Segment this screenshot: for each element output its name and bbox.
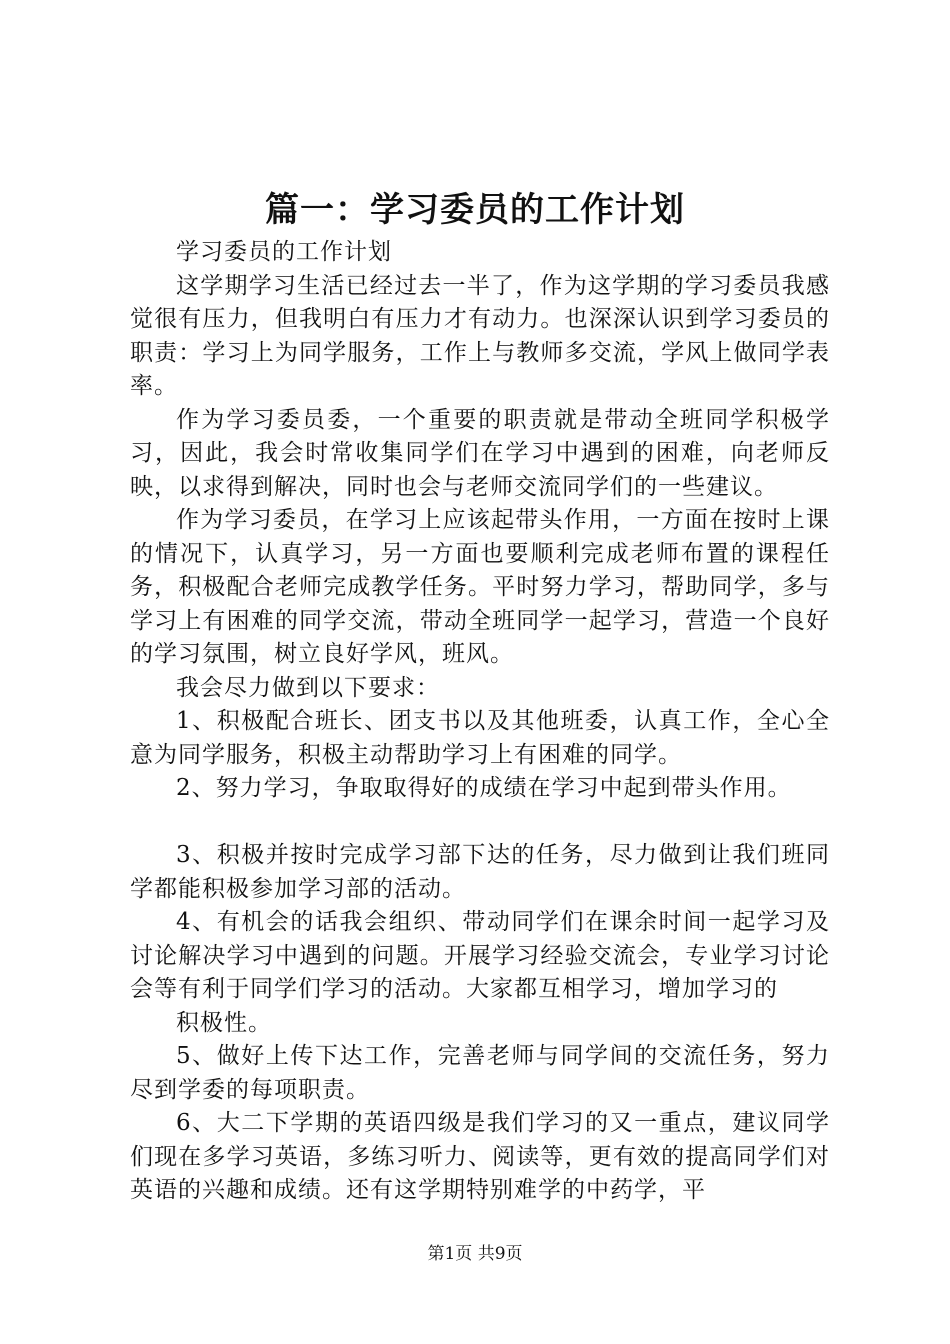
list-item: 2、努力学习，争取取得好的成绩在学习中起到带头作用。 — [176, 775, 792, 801]
document-body — [130, 236, 830, 1208]
page-number: 第1页 共9页 — [427, 1244, 523, 1264]
list-item: 5、做好上传下达工作，完善老师与同学间的交流任务，努力尽到学委的每项职责。 — [130, 1043, 830, 1103]
paragraph: 作为学习委员，在学习上应该起带头作用，一方面在按时上课的情况下，认真学习，另一方面也要顺利完成老师布置的课程任务，积极配合老师完成教学任务。平时努力学习，帮助同学，多与学习上有困难的同学交流，带动全班同学一起学习，营造一个良好的学习氛围，树立良好学风，班风。 — [130, 507, 830, 667]
document-title: 篇一：学习委员的工作计划 — [265, 190, 685, 230]
list-item: 3、积极并按时完成学习部下达的任务，尽力做到让我们班同学都能积极参加学习部的活动。 — [130, 842, 830, 902]
list-item: 1、积极配合班长、团支书以及其他班委，认真工作，全心全意为同学服务，积极主动帮助学习上有困难的同学。 — [130, 708, 830, 768]
paragraph-heading: 学习委员的工作计划 — [176, 239, 392, 265]
paragraph: 这学期学习生活已经过去一半了，作为这学期的学习委员我感觉很有压力，但我明白有压力才有动力。也深深认识到学习委员的职责：学习上为同学服务，工作上与教师多交流，学风上做同学表率。 — [130, 272, 830, 399]
list-item: 6、大二下学期的英语四级是我们学习的又一重点，建议同学们现在多学习英语，多练习听力、阅读等，更有效的提高同学们对英语的兴趣和成绩。还有这学期特别难学的中药学，平 — [130, 1110, 830, 1203]
paragraph: 我会尽力做到以下要求： — [176, 674, 440, 701]
list-item: 4、有机会的话我会组织、带动同学们在课余时间一起学习及讨论解决学习中遇到的问题。开展学习经验交流会，专业学习讨论会等有利于同学们学习的活动。大家都互相学习，增加学习的 — [130, 909, 830, 1002]
list-item-continuation: 积极性。 — [176, 1009, 272, 1036]
paragraph: 作为学习委员委，一个重要的职责就是带动全班同学积极学习，因此，我会时常收集同学们在学习中遇到的困难，向老师反映，以求得到解决，同时也会与老师交流同学们的一些建议。 — [130, 406, 830, 500]
